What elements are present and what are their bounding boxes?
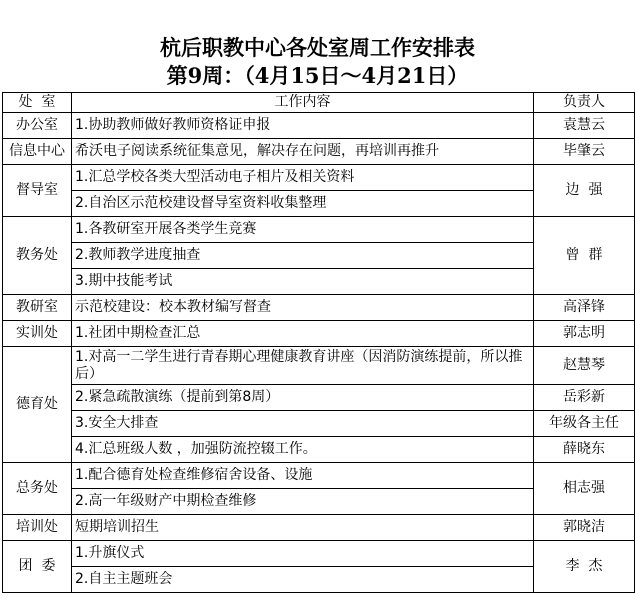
owner-cell: 李 杰 [534, 541, 635, 593]
page-title: 杭后职教中心各处室周工作安排表 [160, 35, 475, 60]
dept-cell: 信息中心 [3, 139, 72, 165]
task-cell: 2.自治区示范校建设督导室资料收集整理 [72, 191, 534, 217]
task-cell: 2.教师教学进度抽查 [72, 243, 534, 269]
table-row [3, 437, 635, 463]
dept-cell: 教务处 [3, 217, 72, 295]
owner-cell: 岳彩新 [534, 385, 635, 411]
dept-cell: 德育处 [3, 347, 72, 463]
table-row [3, 411, 635, 437]
task-cell: 1.协助教师做好教师资格证申报 [72, 113, 534, 139]
task-cell: 2.紧急疏散演练（提前到第8周） [72, 385, 534, 411]
owner-cell: 边 强 [534, 165, 635, 217]
task-cell: 3.安全大排查 [72, 411, 534, 437]
task-cell: 1.升旗仪式 [72, 541, 534, 567]
table-row [3, 463, 635, 489]
task-cell: 2.高一年级财产中期检查维修 [72, 489, 534, 515]
dept-cell: 实训处 [3, 321, 72, 347]
task-cell: 2.自主主题班会 [72, 567, 534, 593]
table-row [3, 113, 635, 139]
schedule-table [2, 92, 635, 593]
table-row [3, 139, 635, 165]
task-cell: 1.各教研室开展各类学生竞赛 [72, 217, 534, 243]
dept-cell: 培训处 [3, 515, 72, 541]
owner-cell: 袁慧云 [534, 113, 635, 139]
table-row [3, 347, 635, 385]
task-cell: 3.期中技能考试 [72, 269, 534, 295]
owner-cell: 曾 群 [534, 217, 635, 295]
table-row [3, 321, 635, 347]
dept-cell: 教研室 [3, 295, 72, 321]
task-cell: 4.汇总班级人数 ，加强防流控辍工作。 [72, 437, 534, 463]
task-cell: 希沃电子阅读系统征集意见，解决存在问题，再培训再推升 [72, 139, 534, 165]
table-row [3, 217, 635, 243]
owner-cell: 年级各主任 [534, 411, 635, 437]
owner-cell: 赵慧琴 [534, 347, 635, 385]
task-cell: 1.配合德育处检查维修宿舍设备、设施 [72, 463, 534, 489]
header-row [3, 93, 635, 113]
dept-cell: 总务处 [3, 463, 72, 515]
header-content: 工作内容 [72, 93, 534, 113]
table-row [3, 295, 635, 321]
dept-cell: 办公室 [3, 113, 72, 139]
owner-cell: 郭志明 [534, 321, 635, 347]
table-row [3, 515, 635, 541]
task-cell: 1.汇总学校各类大型活动电子相片及相关资料 [72, 165, 534, 191]
task-cell: 短期培训招生 [72, 515, 534, 541]
dept-cell: 团 委 [3, 541, 72, 593]
task-cell: 1.对高一二学生进行青春期心理健康教育讲座（因消防演练提前，所以推后） [72, 347, 534, 385]
owner-cell: 郭晓洁 [534, 515, 635, 541]
owner-cell: 薛晓东 [534, 437, 635, 463]
header-dept: 处 室 [3, 93, 72, 113]
week-subtitle: 第9周：（4月15日～4月21日） [166, 63, 469, 88]
table-row [3, 385, 635, 411]
owner-cell: 毕肇云 [534, 139, 635, 165]
owner-cell: 相志强 [534, 463, 635, 515]
header-owner: 负责人 [534, 93, 635, 113]
table-row [3, 541, 635, 567]
owner-cell: 高泽锋 [534, 295, 635, 321]
table-row [3, 165, 635, 191]
task-cell: 1.社团中期检查汇总 [72, 321, 534, 347]
task-cell: 示范校建设：校本教材编写督查 [72, 295, 534, 321]
dept-cell: 督导室 [3, 165, 72, 217]
